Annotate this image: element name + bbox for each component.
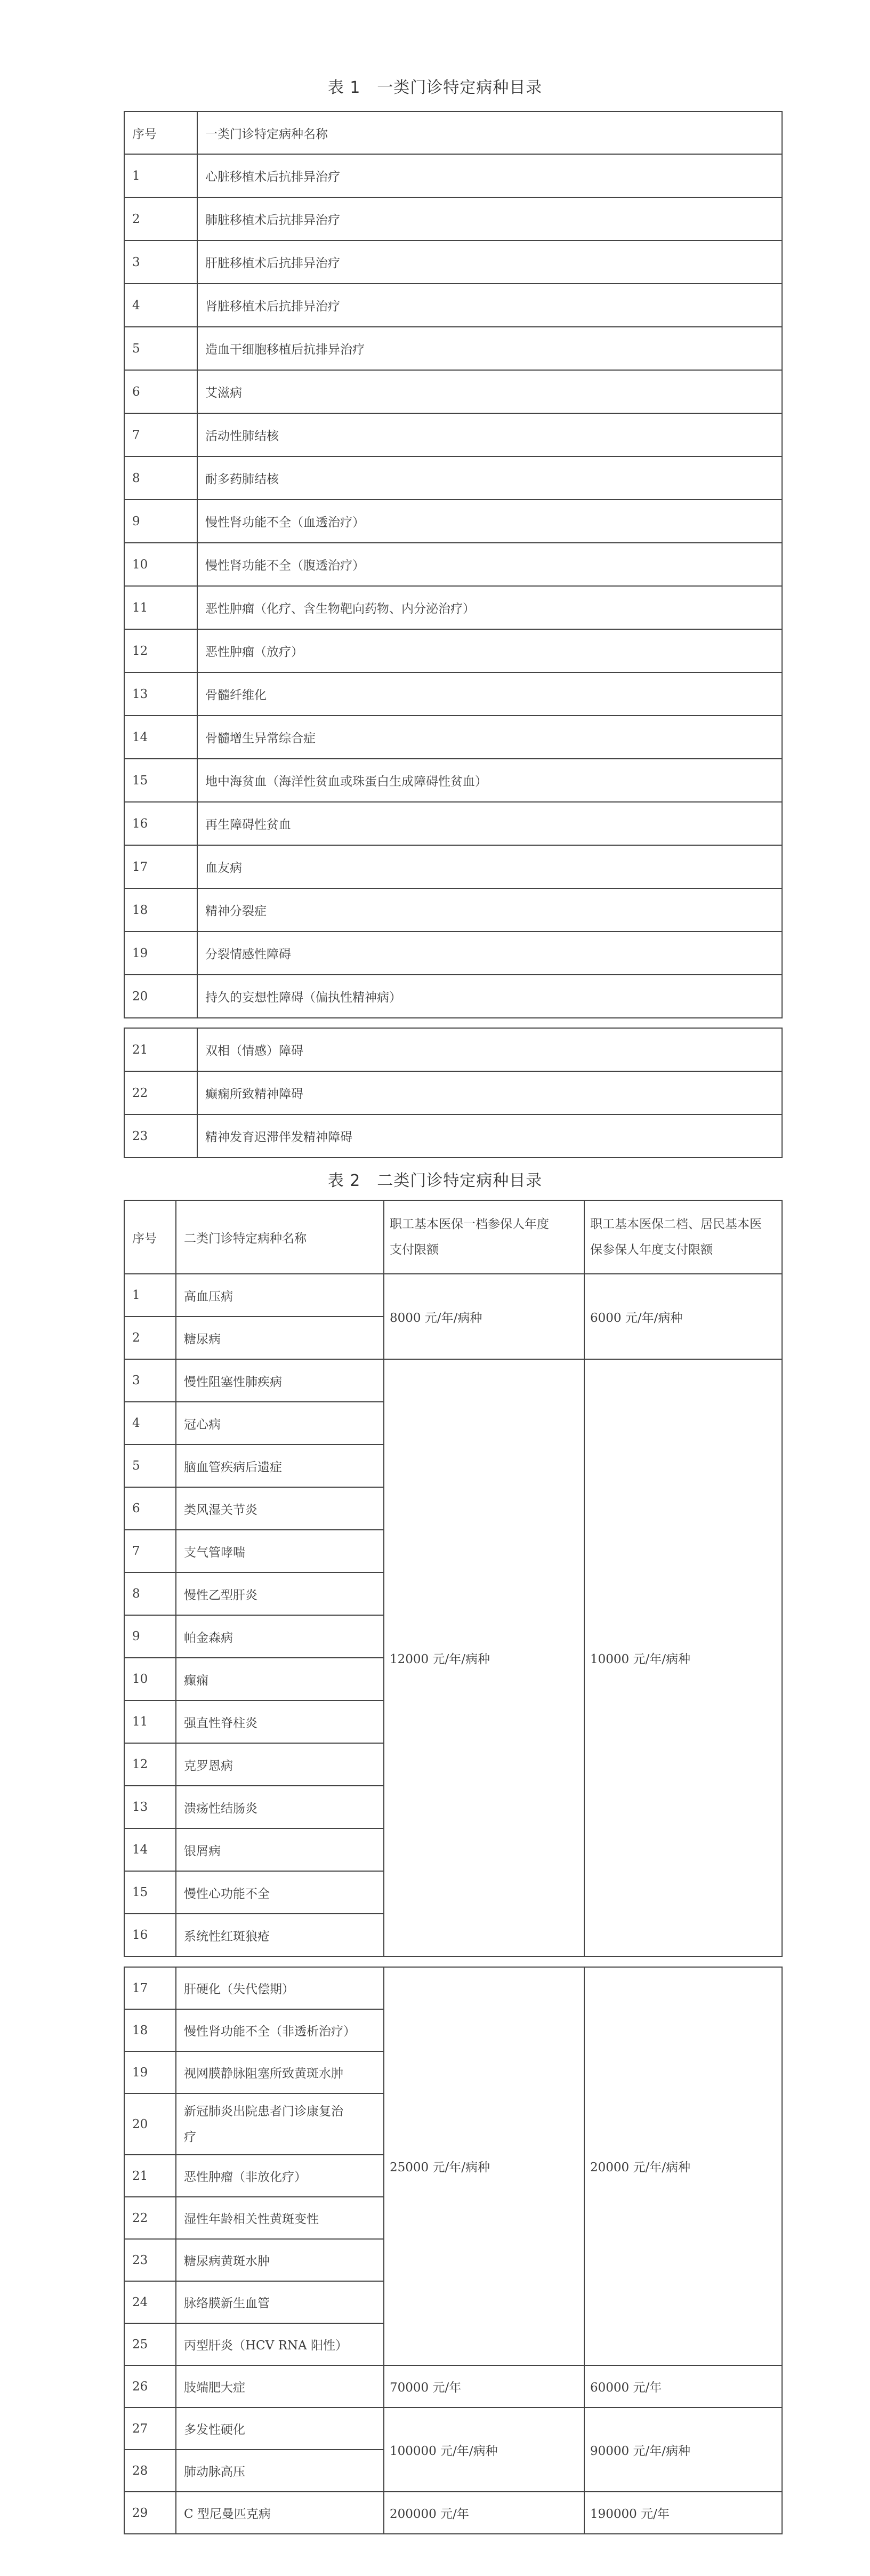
disease-name: 癫痫 [176, 1658, 384, 1700]
table-row [124, 1274, 782, 1317]
header-limit-tier1 [384, 1200, 584, 1274]
table-row [124, 456, 782, 500]
table1-continued-body [124, 1028, 782, 1158]
header-name: 二类门诊特定病种名称 [176, 1200, 384, 1274]
row-number: 6 [124, 370, 197, 413]
disease-name: 慢性肾功能不全（血透治疗） [197, 500, 782, 543]
disease-name: 造血干细胞移植后抗排异治疗 [197, 327, 782, 370]
table-row [124, 2492, 782, 2534]
row-number: 29 [124, 2492, 176, 2534]
disease-name: 溃疡性结肠炎 [176, 1786, 384, 1828]
disease-name: 冠心病 [176, 1402, 384, 1445]
row-number: 7 [124, 413, 197, 456]
row-number: 4 [124, 284, 197, 327]
row-number: 3 [124, 1359, 176, 1402]
limit-tier1: 200000 元/年 [384, 2492, 584, 2534]
disease-name: 脑血管疾病后遗症 [176, 1445, 384, 1487]
disease-name: 分裂情感性障碍 [197, 932, 782, 975]
disease-name [176, 2093, 384, 2155]
limit-tier2: 190000 元/年 [584, 2492, 782, 2534]
row-number: 24 [124, 2281, 176, 2323]
table-row [124, 845, 782, 888]
disease-name: 支气管哮喘 [176, 1530, 384, 1572]
table2-continued-body [124, 1967, 782, 2534]
disease-name: 肝脏移植术后抗排异治疗 [197, 240, 782, 284]
row-number: 4 [124, 1402, 176, 1445]
disease-name: 克罗恩病 [176, 1743, 384, 1786]
header-limit-tier1-line2: 支付限额 [390, 1243, 439, 1257]
disease-name-line1: 新冠肺炎出院患者门诊康复治 [184, 2104, 343, 2118]
table-row [124, 672, 782, 716]
disease-name: C 型尼曼匹克病 [176, 2492, 384, 2534]
row-number: 17 [124, 845, 197, 888]
header-limit-tier2-line1: 职工基本医保二档、居民基本医 [590, 1217, 762, 1231]
limit-tier2: 6000 元/年/病种 [584, 1274, 782, 1359]
row-number: 3 [124, 240, 197, 284]
row-number: 6 [124, 1487, 176, 1530]
row-number: 12 [124, 629, 197, 672]
header-limit-tier1-line1: 职工基本医保一档参保人年度 [390, 1217, 549, 1231]
disease-name: 银屑病 [176, 1828, 384, 1871]
table2-body [124, 1274, 782, 1956]
header-name: 一类门诊特定病种名称 [197, 111, 782, 154]
table-row [124, 2408, 782, 2450]
table-row [124, 586, 782, 629]
disease-name: 多发性硬化 [176, 2408, 384, 2450]
row-number: 22 [124, 1071, 197, 1114]
table2-header-row [124, 1200, 782, 1274]
row-number: 1 [124, 154, 197, 197]
disease-name: 肢端肥大症 [176, 2365, 384, 2408]
disease-name: 活动性肺结核 [197, 413, 782, 456]
disease-name: 系统性红斑狼疮 [176, 1914, 384, 1956]
disease-name: 艾滋病 [197, 370, 782, 413]
table-row [124, 154, 782, 197]
table-row [124, 1114, 782, 1158]
limit-tier1: 8000 元/年/病种 [384, 1274, 584, 1359]
table-row [124, 1359, 782, 1402]
row-number: 23 [124, 1114, 197, 1158]
row-number: 13 [124, 1786, 176, 1828]
disease-name: 耐多药肺结核 [197, 456, 782, 500]
row-number: 19 [124, 932, 197, 975]
row-number: 7 [124, 1530, 176, 1572]
row-number: 27 [124, 2408, 176, 2450]
disease-name: 恶性肿瘤（非放化疗） [176, 2155, 384, 2197]
table-row [124, 543, 782, 586]
table-row [124, 975, 782, 1018]
header-no: 序号 [124, 111, 197, 154]
row-number: 28 [124, 2450, 176, 2492]
row-number: 21 [124, 1028, 197, 1071]
row-number: 13 [124, 672, 197, 716]
row-number: 19 [124, 2051, 176, 2093]
row-number: 1 [124, 1274, 176, 1317]
row-number: 20 [124, 2093, 176, 2155]
table-row [124, 802, 782, 845]
table-row [124, 500, 782, 543]
disease-name: 高血压病 [176, 1274, 384, 1317]
limit-tier1: 12000 元/年/病种 [384, 1359, 584, 1956]
disease-name: 慢性心功能不全 [176, 1871, 384, 1914]
limit-tier2: 20000 元/年/病种 [584, 1967, 782, 2365]
row-number: 14 [124, 716, 197, 759]
row-number: 11 [124, 1700, 176, 1743]
table-row [124, 327, 782, 370]
limit-tier1: 70000 元/年 [384, 2365, 584, 2408]
disease-name: 慢性肾功能不全（非透析治疗） [176, 2009, 384, 2051]
disease-name: 血友病 [197, 845, 782, 888]
row-number: 8 [124, 1572, 176, 1615]
table-row [124, 413, 782, 456]
disease-name: 脉络膜新生血管 [176, 2281, 384, 2323]
row-number: 22 [124, 2197, 176, 2239]
disease-name: 心脏移植术后抗排异治疗 [197, 154, 782, 197]
row-number: 2 [124, 197, 197, 240]
table-row [124, 888, 782, 932]
table2-title: 表 2 二类门诊特定病种目录 [327, 1171, 543, 1190]
disease-name: 再生障碍性贫血 [197, 802, 782, 845]
row-number: 10 [124, 543, 197, 586]
row-number: 14 [124, 1828, 176, 1871]
header-limit-tier2 [584, 1200, 782, 1274]
table-row [124, 716, 782, 759]
table1-header-row [124, 111, 782, 154]
row-number: 11 [124, 586, 197, 629]
disease-name: 精神分裂症 [197, 888, 782, 932]
disease-name: 肺脏移植术后抗排异治疗 [197, 197, 782, 240]
row-number: 5 [124, 1445, 176, 1487]
row-number: 26 [124, 2365, 176, 2408]
row-number: 25 [124, 2323, 176, 2365]
disease-name: 肺动脉高压 [176, 2450, 384, 2492]
table-row [124, 284, 782, 327]
table2-continued [124, 1967, 783, 2534]
limit-tier1: 100000 元/年/病种 [384, 2408, 584, 2492]
disease-name: 骨髓增生异常综合症 [197, 716, 782, 759]
disease-name: 肝硬化（失代偿期） [176, 1967, 384, 2009]
row-number: 17 [124, 1967, 176, 2009]
table1 [124, 111, 783, 1018]
disease-name: 慢性阻塞性肺疾病 [176, 1359, 384, 1402]
table-row [124, 932, 782, 975]
row-number: 9 [124, 1615, 176, 1658]
disease-name: 精神发育迟滞伴发精神障碍 [197, 1114, 782, 1158]
disease-name: 癫痫所致精神障碍 [197, 1071, 782, 1114]
disease-name: 恶性肿瘤（化疗、含生物靶向药物、内分泌治疗） [197, 586, 782, 629]
limit-tier2: 60000 元/年 [584, 2365, 782, 2408]
row-number: 12 [124, 1743, 176, 1786]
table-row [124, 629, 782, 672]
row-number: 20 [124, 975, 197, 1018]
table-row [124, 1967, 782, 2009]
disease-name: 糖尿病黄斑水肿 [176, 2239, 384, 2281]
limit-tier1: 25000 元/年/病种 [384, 1967, 584, 2365]
header-no: 序号 [124, 1200, 176, 1274]
limit-tier2: 10000 元/年/病种 [584, 1359, 782, 1956]
disease-name: 强直性脊柱炎 [176, 1700, 384, 1743]
disease-name: 类风湿关节炎 [176, 1487, 384, 1530]
disease-name: 湿性年龄相关性黄斑变性 [176, 2197, 384, 2239]
disease-name: 持久的妄想性障碍（偏执性精神病） [197, 975, 782, 1018]
table-row [124, 1028, 782, 1071]
row-number: 8 [124, 456, 197, 500]
disease-name: 慢性肾功能不全（腹透治疗） [197, 543, 782, 586]
table1-title: 表 1 一类门诊特定病种目录 [327, 78, 543, 97]
table2 [124, 1200, 783, 1957]
disease-name: 肾脏移植术后抗排异治疗 [197, 284, 782, 327]
row-number: 16 [124, 802, 197, 845]
disease-name: 地中海贫血（海洋性贫血或珠蛋白生成障碍性贫血） [197, 759, 782, 802]
disease-name: 骨髓纤维化 [197, 672, 782, 716]
disease-name: 恶性肿瘤（放疗） [197, 629, 782, 672]
row-number: 9 [124, 500, 197, 543]
table-row [124, 370, 782, 413]
table1-body [124, 154, 782, 1018]
disease-name: 糖尿病 [176, 1317, 384, 1359]
table-row [124, 240, 782, 284]
row-number: 18 [124, 888, 197, 932]
table1-continued [124, 1028, 783, 1158]
row-number: 23 [124, 2239, 176, 2281]
limit-tier2: 90000 元/年/病种 [584, 2408, 782, 2492]
header-limit-tier2-line2: 保参保人年度支付限额 [590, 1243, 713, 1257]
row-number: 21 [124, 2155, 176, 2197]
disease-name: 双相（情感）障碍 [197, 1028, 782, 1071]
table-row [124, 197, 782, 240]
table-row [124, 2365, 782, 2408]
disease-name: 帕金森病 [176, 1615, 384, 1658]
row-number: 15 [124, 1871, 176, 1914]
row-number: 18 [124, 2009, 176, 2051]
row-number: 5 [124, 327, 197, 370]
row-number: 16 [124, 1914, 176, 1956]
table-row [124, 759, 782, 802]
table-row [124, 1071, 782, 1114]
disease-name-line2: 疗 [184, 2130, 196, 2144]
disease-name: 慢性乙型肝炎 [176, 1572, 384, 1615]
row-number: 15 [124, 759, 197, 802]
row-number: 10 [124, 1658, 176, 1700]
disease-name: 丙型肝炎（HCV RNA 阳性） [176, 2323, 384, 2365]
row-number: 2 [124, 1317, 176, 1359]
disease-name: 视网膜静脉阻塞所致黄斑水肿 [176, 2051, 384, 2093]
